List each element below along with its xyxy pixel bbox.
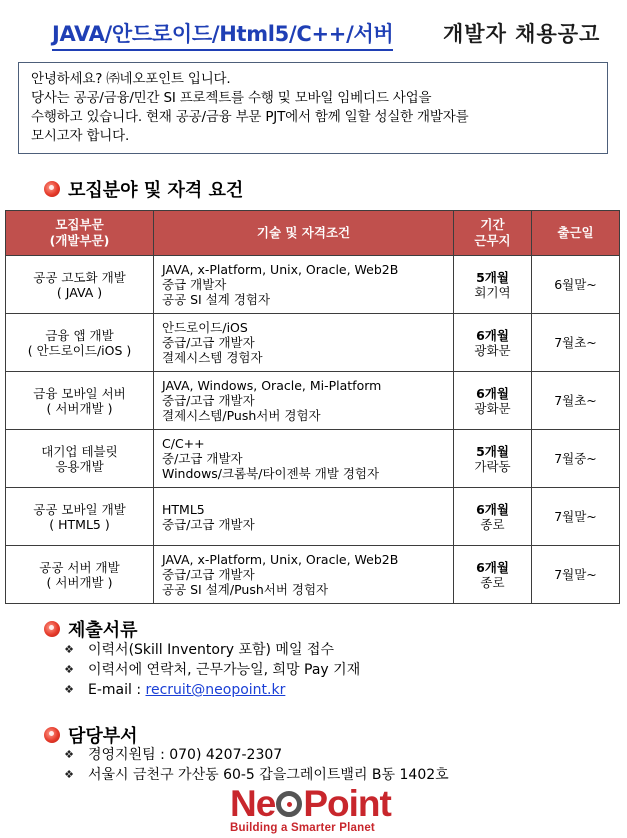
cell-period: 6개월 광화문 xyxy=(454,372,532,430)
section-title: 제출서류 xyxy=(68,620,138,641)
cell-skills: HTML5 중급/고급 개발자 xyxy=(154,488,454,546)
cell-start: 7월초~ xyxy=(532,314,620,372)
flower-bullet-icon xyxy=(44,181,60,197)
cell-skills: JAVA, x-Platform, Unix, Oracle, Web2B 중급/고급 개발자 공공 SI 설계/Push서버 경험자 xyxy=(154,546,454,604)
list-item: ❖ 이력서에 연락처, 근무가능일, 희망 Pay 기재 xyxy=(62,660,360,680)
cell-skills: C/C++ 중/고급 개발자 Windows/크롬북/타이젠북 개발 경험자 xyxy=(154,430,454,488)
cell-period: 6개월 종로 xyxy=(454,488,532,546)
section-requirements xyxy=(44,176,243,202)
flower-bullet-icon xyxy=(44,621,60,637)
documents-list xyxy=(62,640,360,700)
cell-dept: 금융 앱 개발 ( 안드로이드/iOS ) xyxy=(6,314,154,372)
intro-line: 모시고자 합니다. xyxy=(31,128,130,144)
cell-dept: 공공 고도화 개발 ( JAVA ) xyxy=(6,256,154,314)
page-title: JAVA/안드로이드/Html5/C++/서버 xyxy=(52,18,393,51)
table-row xyxy=(6,546,620,604)
intro-line: 당사는 공공/금융/민간 SI 프로젝트를 수행 및 모바일 임베디드 사업을 xyxy=(31,90,432,106)
cell-dept: 공공 서버 개발 ( 서버개발 ) xyxy=(6,546,154,604)
cell-period: 6개월 종로 xyxy=(454,546,532,604)
intro-line: 안녕하세요? ㈜네오포인트 입니다. xyxy=(31,71,231,87)
cell-period: 6개월 광화문 xyxy=(454,314,532,372)
section-documents xyxy=(44,616,138,642)
logo-tagline: Building a Smarter Planet xyxy=(230,822,375,834)
flower-bullet-icon xyxy=(44,727,60,743)
requirements-table xyxy=(5,210,620,604)
logo-o-icon xyxy=(276,791,302,817)
title-row xyxy=(0,18,627,48)
cell-start: 7월말~ xyxy=(532,488,620,546)
list-item: ❖ 서울시 금천구 가산동 60-5 갑을그레이트밸리 B동 1402호 xyxy=(62,765,449,785)
header-period: 기간 근무지 xyxy=(454,211,532,256)
diamond-bullet-icon: ❖ xyxy=(64,748,74,761)
list-item: ❖ 이력서(Skill Inventory 포함) 메일 접수 xyxy=(62,640,360,660)
cell-dept: 금융 모바일 서버 ( 서버개발 ) xyxy=(6,372,154,430)
cell-skills: JAVA, Windows, Oracle, Mi-Platform 중급/고급 개발자 결제시스템/Push서버 경험자 xyxy=(154,372,454,430)
cell-start: 7월중~ xyxy=(532,430,620,488)
header-dept: 모집부문 (개발부문) xyxy=(6,211,154,256)
cell-period: 5개월 가락동 xyxy=(454,430,532,488)
cell-start: 7월초~ xyxy=(532,372,620,430)
neopoint-logo: Ne Point Building a Smarter Planet xyxy=(230,786,410,836)
section-title: 담당부서 xyxy=(68,726,138,747)
cell-skills: JAVA, x-Platform, Unix, Oracle, Web2B 중급 개발자 공공 SI 설계 경험자 xyxy=(154,256,454,314)
table-header-row xyxy=(6,211,620,256)
intro-line: 수행하고 있습니다. 현재 공공/금융 부문 PJT에서 함께 일할 성실한 개발자를 xyxy=(31,109,469,125)
table-row xyxy=(6,372,620,430)
intro-box xyxy=(18,62,608,154)
table-row xyxy=(6,430,620,488)
diamond-bullet-icon: ❖ xyxy=(64,643,74,656)
table-row xyxy=(6,256,620,314)
list-item: ❖ 경영지원팀 : 070) 4207-2307 xyxy=(62,745,449,765)
cell-skills: 안드로이드/iOS 중급/고급 개발자 결제시스템 경험자 xyxy=(154,314,454,372)
diamond-bullet-icon: ❖ xyxy=(64,683,74,696)
email-link[interactable]: recruit@neopoint.kr xyxy=(145,682,286,698)
cell-dept: 대기업 테블릿 응용개발 xyxy=(6,430,154,488)
list-item: ❖ E-mail : recruit@neopoint.kr xyxy=(62,680,360,700)
header-skills: 기술 및 자격조건 xyxy=(154,211,454,256)
table-row xyxy=(6,314,620,372)
diamond-bullet-icon: ❖ xyxy=(64,663,74,676)
header-start: 출근일 xyxy=(532,211,620,256)
page-subtitle: 개발자 채용공고 xyxy=(443,22,601,46)
cell-start: 7월말~ xyxy=(532,546,620,604)
contact-list xyxy=(62,745,449,785)
diamond-bullet-icon: ❖ xyxy=(64,768,74,781)
cell-period: 5개월 회기역 xyxy=(454,256,532,314)
section-title: 모집분야 및 자격 요건 xyxy=(68,180,244,201)
cell-start: 6월말~ xyxy=(532,256,620,314)
cell-dept: 공공 모바일 개발 ( HTML5 ) xyxy=(6,488,154,546)
table-row xyxy=(6,488,620,546)
